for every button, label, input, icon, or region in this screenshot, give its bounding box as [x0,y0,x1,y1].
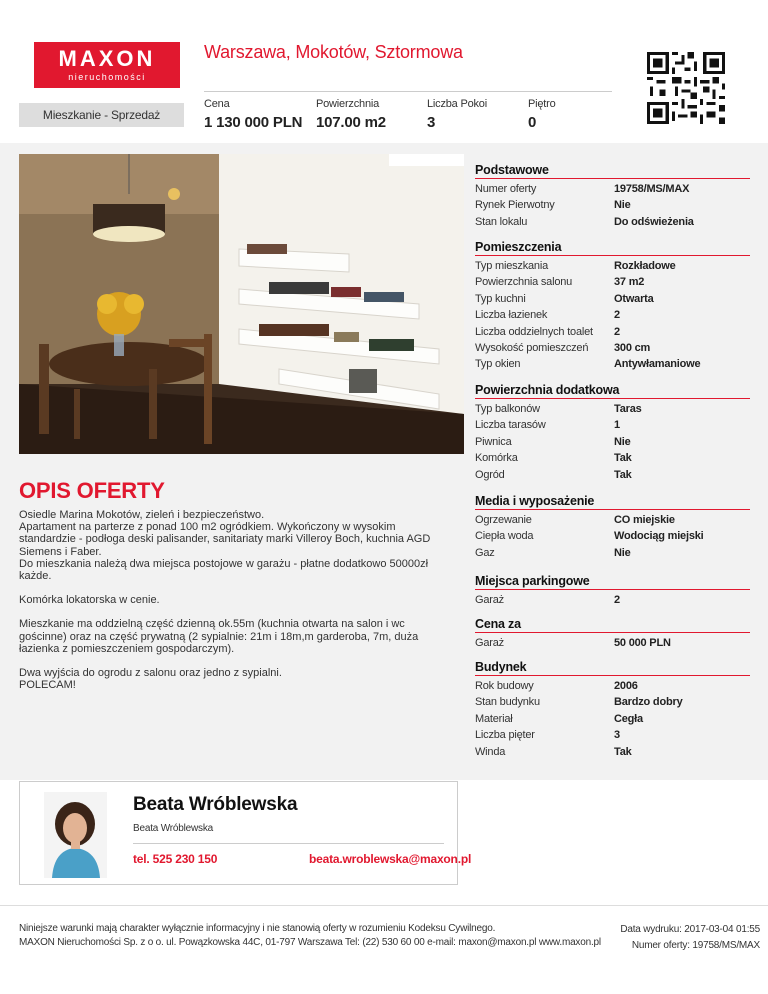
detail-value: 2 [614,309,620,322]
detail-label: Ogród [475,468,505,481]
detail-label: Komórka [475,452,518,465]
detail-value: Do odświeżenia [614,215,694,228]
detail-row [475,401,750,417]
description-paragraph: Dwa wyjścia do ogrodu z salonu oraz jedno z sypialni. POLECAM! [19,667,282,692]
detail-label: Gaz [475,546,495,559]
detail-value: 3 [614,729,620,742]
detail-row [475,434,750,450]
detail-row [475,694,750,710]
detail-row [475,635,750,651]
detail-row [475,545,750,561]
detail-label: Ogrzewanie [475,514,532,526]
detail-row [475,356,750,372]
detail-value: Cegła [614,712,643,725]
footer-offer-number: Numer oferty: 19758/MS/MAX [631,940,760,951]
maxon-logo[interactable] [34,42,180,88]
agent-card [19,781,472,885]
agent-email-link[interactable]: beata.wroblewska@maxon.pl [309,852,472,866]
detail-row [475,512,750,528]
detail-value: Nie [614,435,631,448]
detail-value: Nie [614,199,631,212]
detail-row [475,678,750,694]
offer-address: Warszawa, Mokotów, Sztormowa [204,42,463,62]
print-date: Data wydruku: 2017-03-04 01:55 [620,924,760,935]
section-title: Miejsca parkingowe [475,574,750,590]
floor-value: 0 [528,114,537,131]
detail-label: Typ kuchni [475,292,526,305]
details-section [475,163,750,230]
detail-value: Bardzo dobry [614,696,683,709]
detail-label: Garaż [475,594,504,606]
section-title: Budynek [475,660,750,676]
detail-label: Typ okien [475,358,521,371]
detail-row [475,214,750,230]
detail-row [475,258,750,274]
description-paragraph: Mieszkanie ma oddzielną część dzienną ok.55m (kuchnia otwarta na salon i wc gościnne) oraz na część prywatną (2 sypialnie: 21m i 18m,m garderoba, 7m, duża łazienka z pomieszczeniem gospodarczym). [19,618,419,655]
detail-row [475,324,750,340]
detail-row [475,450,750,466]
divider [0,905,768,906]
detail-value: 2 [614,594,620,606]
divider [204,91,612,92]
detail-label: Rynek Pierwotny [475,199,555,212]
section-title: Media i wyposażenie [475,494,750,510]
detail-label: Materiał [475,712,513,725]
floor-field [528,98,556,131]
detail-value: Otwarta [614,292,654,305]
detail-row [475,307,750,323]
price-field [204,98,302,131]
detail-row [475,592,750,608]
footer-note: Niniejsze warunki mają charakter wyłącznie informacyjny i nie stanowią oferty w rozumieniu Kodeksu Cywilnego. [19,923,496,934]
detail-value: 37 m2 [614,276,645,289]
price-label: Cena [204,98,230,110]
area-label: Powierzchnia [316,98,380,110]
agent-name: Beata Wróblewska [133,794,298,815]
detail-value: Wodociąg miejski [614,530,704,543]
detail-label: Ciepła woda [475,530,534,543]
detail-label: Liczba tarasów [475,419,546,432]
detail-label: Powierzchnia salonu [475,276,573,289]
description-paragraph: Komórka lokatorska w cenie. [19,594,160,607]
detail-value: Tak [614,452,632,465]
detail-value: 2 [614,325,620,338]
detail-row [475,467,750,483]
rooms-field [427,98,487,131]
detail-row [475,340,750,356]
logo-text: MAXON [58,46,156,71]
section-title: Pomieszczenia [475,240,750,256]
section-title: Podstawowe [475,163,750,179]
section-title: Powierzchnia dodatkowa [475,383,750,399]
detail-label: Typ mieszkania [475,260,549,272]
footer-company-info: MAXON Nieruchomości Sp. z o o. ul. Powązkowska 44C, 01-797 Warszawa Tel: (22) 530 60 00 e-mail: maxon@maxon.pl www.maxon.pl [19,937,601,948]
section-title: Cena za [475,617,750,633]
property-photo[interactable] [19,154,464,454]
detail-row [475,744,750,760]
detail-label: Piwnica [475,435,512,448]
description-paragraph: Osiedle Marina Mokotów, zieleń i bezpieczeństwo. Apartament na parterze z ponad 100 m2 ogródkiem. Wykończony w wysokim standardzie - podłoga deski palisander, sanitariaty marki Villeroy Boch, kuchnia AGD Siemens i Faber. Do mieszkania należą dwa miejsca postojowe w garażu - płatne dodatkowo 50000zł każde. [19,509,431,583]
logo-subtext: nieruchomości [68,72,146,82]
price-value: 1 130 000 PLN [204,114,303,131]
description-title: OPIS OFERTY [19,478,165,503]
detail-label: Liczba pięter [475,729,535,742]
detail-label: Liczba oddzielnych toalet [475,325,593,338]
detail-label: Winda [475,745,506,758]
detail-row [475,417,750,433]
agent-phone-link[interactable]: tel. 525 230 150 [133,852,218,866]
detail-label: Stan budynku [475,696,540,709]
detail-label: Stan lokalu [475,215,528,228]
floor-label: Piętro [528,98,556,110]
detail-row [475,711,750,727]
detail-label: Typ balkonów [475,403,540,415]
divider [133,843,444,844]
detail-row [475,274,750,290]
details-section [475,574,750,608]
detail-value: Rozkładowe [614,260,676,272]
details-section [475,240,750,373]
detail-value: 300 cm [614,342,651,355]
detail-label: Numer oferty [475,183,537,195]
detail-value: 19758/MS/MAX [614,183,690,195]
detail-value: Tak [614,745,632,758]
details-section [475,660,750,760]
detail-value: 50 000 PLN [614,637,671,649]
detail-value: Tak [614,468,632,481]
detail-value: CO miejskie [614,514,675,526]
header [0,0,768,143]
detail-row [475,528,750,544]
detail-value: 2006 [614,680,638,692]
detail-label: Wysokość pomieszczeń [475,342,589,355]
detail-row [475,727,750,743]
description-text [19,509,449,703]
detail-row [475,291,750,307]
detail-label: Garaż [475,637,504,649]
agent-avatar [44,792,107,878]
detail-label: Rok budowy [475,680,534,692]
agent-subname: Beata Wróblewska [133,823,213,834]
detail-value: 1 [614,419,620,432]
rooms-label: Liczba Pokoi [427,98,487,110]
detail-row [475,181,750,197]
details-section [475,383,750,483]
detail-value: Antywłamaniowe [614,358,701,371]
footer-disclaimer [19,922,601,950]
details-section [475,494,750,561]
detail-value: Taras [614,403,642,415]
detail-label: Liczba łazienek [475,309,548,322]
detail-row [475,197,750,213]
offer-type-badge: Mieszkanie - Sprzedaż [19,103,184,127]
detail-value: Nie [614,546,631,559]
details-section [475,617,750,651]
area-value: 107.00 m2 [316,114,386,131]
footer-meta [620,922,760,954]
qr-code-icon [646,52,726,124]
rooms-value: 3 [427,114,436,131]
area-field [316,98,386,131]
